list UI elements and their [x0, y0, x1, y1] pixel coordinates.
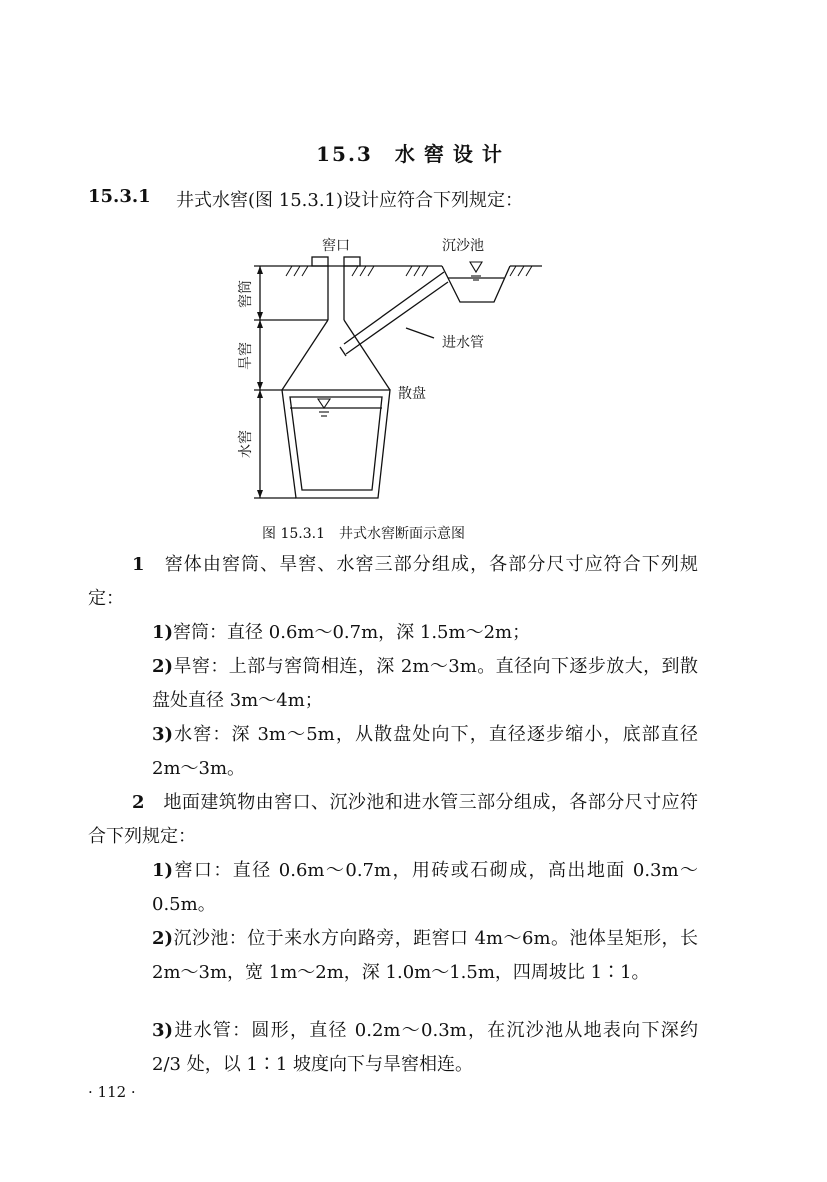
- paragraph-1: [88, 548, 698, 616]
- p2-item-3-number: 3): [152, 1020, 174, 1041]
- tank-water-symbol: [470, 262, 482, 272]
- label-settling-tank: 沉沙池: [442, 238, 484, 254]
- label-scatter-plate: 散盘: [398, 386, 426, 402]
- inlet-pipe-end: [340, 347, 346, 356]
- p1-item-1-number: 1): [152, 622, 174, 643]
- kiln-water-symbol: [318, 399, 330, 408]
- label-water-kiln: 水窖: [238, 430, 254, 458]
- well-cellar-section-figure: [220, 232, 560, 522]
- label-kiln-mouth: 窖口: [322, 238, 350, 254]
- p1-item-1: [152, 616, 698, 650]
- water-kiln-outer: [282, 390, 390, 498]
- ground-hatching: [286, 266, 532, 276]
- p2-item-3: [152, 1014, 698, 1082]
- p1-item-2-text: 旱窖：上部与窖筒相连，深 2m～3m。直径向下逐步放大，到散盘处直径 3m～4m；: [152, 656, 698, 711]
- p2-item-2-number: 2): [152, 928, 174, 949]
- p1-item-3-text: 水窖：深 3m～5m，从散盘处向下，直径逐步缩小，底部直径 2m～3m。: [152, 724, 698, 779]
- paragraph-1-text: 窖体由窖筒、旱窖、水窖三部分组成，各部分尺寸应符合下列规定：: [88, 554, 698, 609]
- clause-text: 井式水窖(图 15.3.1)设计应符合下列规定：: [176, 190, 524, 211]
- label-dry-kiln: 旱窖: [238, 342, 254, 370]
- kiln-mouth-left: [312, 257, 328, 266]
- dry-kiln-left-wall: [282, 320, 328, 390]
- p1-item-2: [152, 650, 698, 718]
- water-kiln-inner: [290, 397, 382, 490]
- p1-item-1-text: 窖筒：直径 0.6m～0.7m，深 1.5m～2m；: [173, 622, 531, 643]
- label-kiln-tube: 窖筒: [238, 280, 254, 308]
- label-inlet-pipe: 进水管: [442, 335, 484, 351]
- paragraph-2: [88, 786, 698, 854]
- kiln-mouth-right: [344, 257, 360, 266]
- p2-item-1-number: 1): [152, 860, 174, 881]
- p1-item-3-number: 3): [152, 724, 174, 745]
- clause-number: 15.3.1: [88, 186, 151, 207]
- paragraph-1-number: 1: [132, 554, 145, 575]
- p2-item-1: [152, 854, 698, 922]
- section-heading: [0, 138, 827, 167]
- inlet-pipe-bottom: [346, 282, 448, 354]
- section-title: 水窖设计: [394, 142, 511, 166]
- figure-caption: 图 15.3.1 井式水窖断面示意图: [262, 526, 465, 542]
- p2-item-3-text: 进水管：圆形，直径 0.2m～0.3m，在沉沙池从地表向下深约 2/3 处，以 1∶1 坡度向下与旱窖相连。: [152, 1020, 698, 1075]
- paragraph-2-number: 2: [132, 792, 145, 813]
- inlet-pipe-top: [344, 272, 444, 344]
- paragraph-2-text: 地面建筑物由窖口、沉沙池和进水管三部分组成，各部分尺寸应符合下列规定：: [88, 792, 699, 847]
- p2-item-1-text: 窖口：直径 0.6m～0.7m，用砖或石砌成，高出地面 0.3m～0.5m。: [152, 860, 698, 915]
- inlet-pipe-leader: [406, 328, 434, 338]
- p1-item-2-number: 2): [152, 656, 174, 677]
- page-number: · 112 ·: [88, 1083, 136, 1101]
- p2-item-2: [152, 922, 698, 990]
- p2-item-2-text: 沉沙池：位于来水方向路旁，距窖口 4m～6m。池体呈矩形，长 2m～3m，宽 1m～2m，深 1.0m～1.5m，四周坡比 1∶1。: [152, 928, 698, 983]
- p1-item-3: [152, 718, 698, 786]
- dry-kiln-right-wall: [344, 320, 390, 390]
- section-number: 15.3: [316, 142, 373, 166]
